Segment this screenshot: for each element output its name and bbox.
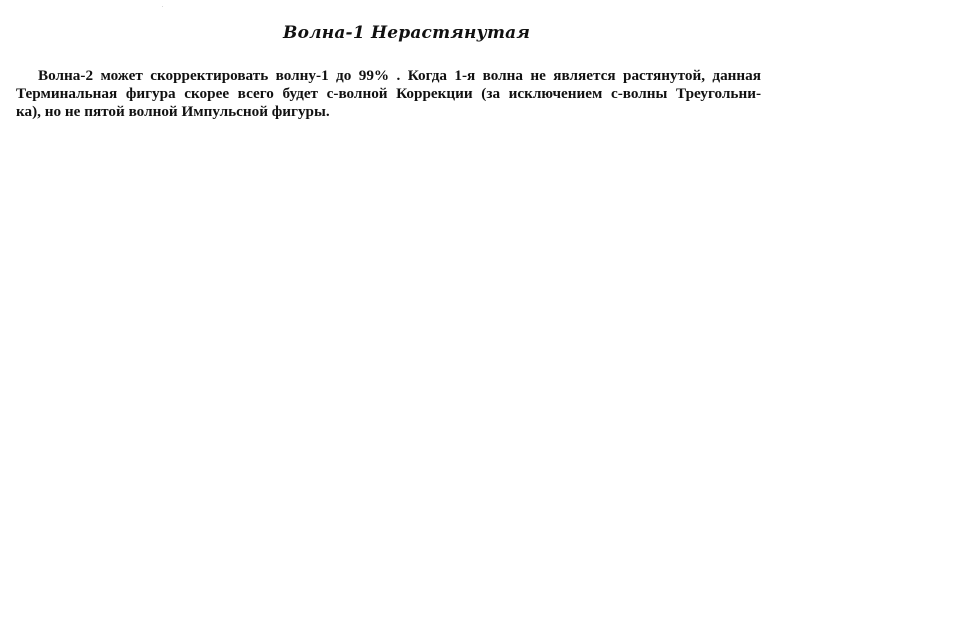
line-2-text: фигура скорее всего будет c-волной Коррекции (за исключением с-волны Треугольни- bbox=[117, 85, 761, 102]
line-3-start: ка), bbox=[16, 103, 41, 120]
scan-speck bbox=[162, 6, 163, 7]
paragraph-line-1 bbox=[16, 67, 761, 85]
section-heading: Волна-1 Нерастянутая bbox=[283, 23, 531, 43]
line-3-emphasis: но bbox=[40, 103, 62, 120]
line-1-text: Волна-2 может скорректировать волну-1 до 99% . Когда 1-я волна не является растянутой, данная bbox=[38, 67, 761, 84]
terminal-term: Терминальная bbox=[16, 85, 118, 102]
paragraph-line-2 bbox=[16, 85, 761, 103]
line-3-text: не пятой волной Импульсной фигуры. bbox=[61, 103, 330, 120]
paragraph-line-3 bbox=[16, 103, 761, 121]
body-paragraph bbox=[16, 67, 761, 121]
